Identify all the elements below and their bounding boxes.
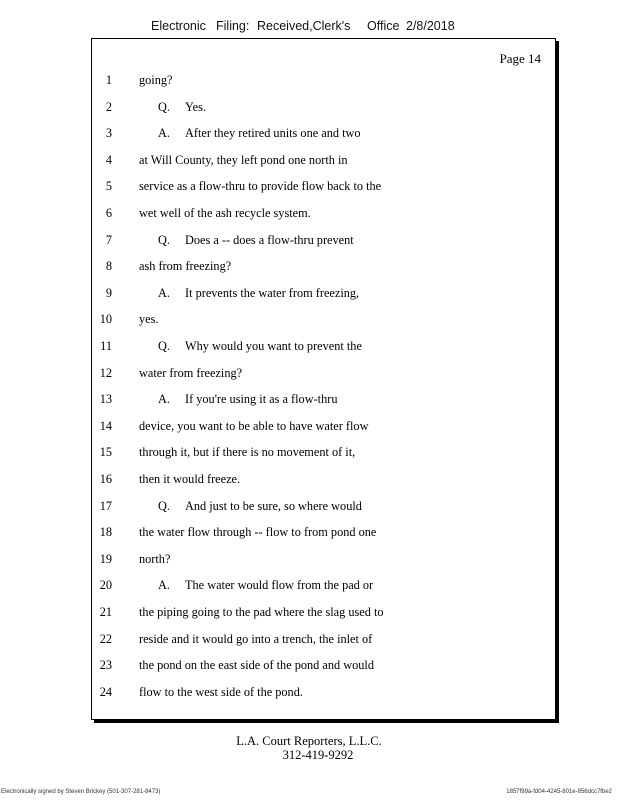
line-body: the piping going to the pad where the slag used to (139, 605, 384, 619)
line-body: the water flow through -- flow to from pond one (139, 525, 377, 540)
transcript-line (92, 366, 555, 393)
line-body: yes. (139, 312, 159, 327)
stamp-word-received: Received,Clerk's (257, 19, 351, 33)
transcript-line (92, 525, 555, 552)
transcript-line (92, 153, 555, 180)
line-text (139, 472, 240, 487)
transcript-line (92, 179, 555, 206)
line-number: 20 (99, 578, 112, 593)
line-body: north? (139, 551, 171, 566)
transcript-line (92, 392, 555, 419)
line-text (139, 658, 374, 673)
line-text (139, 525, 376, 540)
transcript-page (91, 38, 556, 720)
transcript-line (92, 685, 555, 712)
line-body: reside and it would go into a trench, the inlet of (139, 631, 373, 646)
speaker-tag: Q. (158, 498, 170, 513)
document-hash: 1857f99a-fd04-4245-801e-856dcc7fbe2 (506, 789, 612, 795)
transcript-line (92, 419, 555, 446)
speaker-tag: A. (158, 126, 170, 141)
line-text (158, 339, 362, 354)
line-text (139, 605, 384, 620)
page-number: Page 14 (499, 51, 541, 66)
line-text (139, 179, 381, 194)
line-text (139, 685, 303, 700)
line-body: wet well of the ash recycle system. (139, 206, 311, 220)
transcript-line (92, 499, 555, 526)
line-body: water from freezing? (139, 365, 243, 380)
line-text (158, 499, 362, 514)
line-body: After they retired units one and two (185, 126, 361, 141)
speaker-tag: A. (158, 578, 170, 593)
line-body: It prevents the water from freezing, (185, 285, 360, 300)
line-text (139, 419, 368, 434)
line-text (139, 312, 158, 327)
line-body: service as a flow-thru to provide flow back to the (139, 179, 382, 194)
line-number: 15 (99, 445, 112, 460)
line-text (139, 206, 311, 221)
line-number: 19 (99, 551, 112, 566)
line-body: Does a -- does a flow-thru prevent (185, 232, 354, 247)
line-body: ash from freezing? (139, 259, 232, 274)
line-number: 21 (99, 605, 112, 619)
line-number: 2 (105, 99, 112, 114)
speaker-tag: A. (158, 392, 170, 407)
speaker-tag: Q. (158, 232, 170, 247)
line-number: 7 (105, 232, 112, 247)
line-number: 16 (99, 472, 112, 486)
line-number: 23 (99, 658, 112, 673)
line-text (139, 632, 372, 647)
line-number: 18 (99, 525, 112, 540)
line-text (139, 445, 355, 460)
line-number: 9 (105, 285, 112, 300)
transcript-line (92, 605, 555, 632)
line-number: 5 (105, 179, 112, 194)
line-text (158, 126, 361, 141)
transcript-line (92, 339, 555, 366)
line-body: at Will County, they left pond one north in (139, 152, 348, 167)
footer (0, 734, 618, 762)
line-number: 24 (99, 684, 112, 699)
line-body: The water would flow from the pad or (185, 578, 374, 593)
line-number: 1 (105, 73, 112, 87)
transcript-line (92, 259, 555, 286)
line-number: 10 (99, 312, 112, 327)
transcript-line (92, 312, 555, 339)
transcript-line (92, 445, 555, 472)
line-number: 6 (105, 206, 112, 220)
line-text (158, 392, 337, 407)
line-text (139, 552, 170, 567)
line-text (139, 73, 172, 88)
line-text (158, 286, 359, 301)
line-body: the pond on the east side of the pond and would (139, 658, 374, 673)
line-number: 22 (99, 631, 112, 646)
line-number: 12 (99, 365, 112, 380)
transcript-line (92, 100, 555, 127)
line-text (158, 100, 206, 115)
line-text (139, 153, 348, 168)
electronic-signature-note: Electronically signed by Steven Brickey (501-307-281-8473) (1, 789, 161, 795)
line-body: through it, but if there is no movement of it, (139, 445, 356, 460)
transcript-line (92, 552, 555, 579)
transcript-line (92, 632, 555, 659)
line-number: 4 (105, 152, 112, 167)
line-number: 14 (99, 418, 112, 433)
line-body: Yes. (185, 99, 206, 114)
speaker-tag: Q. (158, 99, 170, 114)
line-number: 11 (100, 339, 112, 353)
transcript-line (92, 658, 555, 685)
transcript-line (92, 73, 555, 100)
line-number: 3 (105, 126, 112, 141)
line-text (139, 366, 242, 381)
speaker-tag: Q. (158, 339, 170, 353)
transcript-line (92, 206, 555, 233)
line-text (158, 233, 354, 248)
line-number: 13 (99, 392, 112, 407)
line-number: 17 (99, 498, 112, 513)
line-text (139, 259, 231, 274)
line-body: Why would you want to prevent the (185, 339, 362, 353)
stamp-word-filing: Filing: (216, 19, 250, 33)
line-body: flow to the west side of the pond. (139, 684, 303, 699)
stamp-date: 2/8/2018 (406, 19, 455, 33)
transcript-line (92, 286, 555, 313)
transcript-line (92, 126, 555, 153)
stamp-word-electronic: Electronic (151, 19, 206, 33)
line-text (158, 578, 373, 593)
line-number: 8 (105, 259, 112, 274)
line-body: And just to be sure, so where would (185, 498, 362, 513)
transcript-line (92, 578, 555, 605)
line-body: then it would freeze. (139, 472, 241, 486)
speaker-tag: A. (158, 285, 170, 300)
reporter-company: L.A. Court Reporters, L.L.C. (236, 734, 382, 748)
transcript-line (92, 472, 555, 499)
line-body: If you're using it as a flow-thru (185, 392, 338, 407)
transcript-line (92, 233, 555, 260)
reporter-phone: 312-419-9292 (282, 748, 354, 762)
line-body: device, you want to be able to have water flow (139, 418, 369, 433)
stamp-word-office: Office (367, 19, 400, 33)
line-body: going? (139, 73, 173, 87)
